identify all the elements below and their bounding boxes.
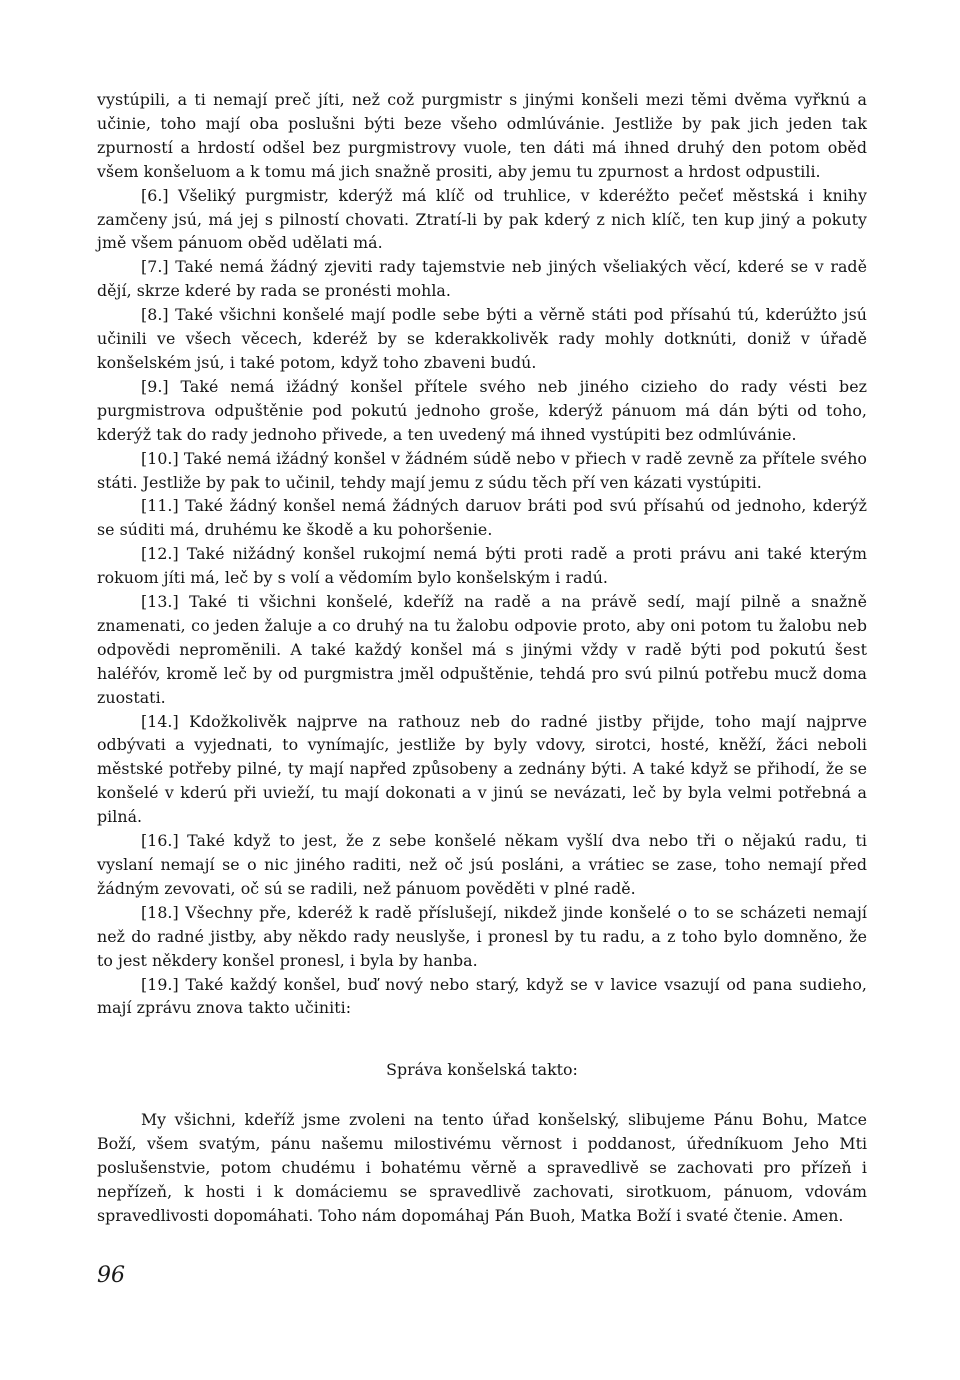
document-page: [97, 88, 867, 1228]
paragraph-article-18: [18.] Všechny pře, kderéž k radě příslušejí, nikdež jinde konšelé o to se scházeti nemají než do radné jistby, aby někdo rady neuslyše, i pronesl by tu radu, a z toho bylo domněno, že to jest někdery konšel pronesl, i byla by hanba.: [97, 902, 867, 970]
section-heading: Správa konšelská takto:: [386, 1060, 578, 1080]
paragraph-article-16: [16.] Také když to jest, že z sebe konšelé někam vyšlí dva nebo tři o nějakú radu, ti vyslaní nemají se o nic jiného raditi, než oč jsú posláni, a vrátiec se zase, toho nemají před žádným zevovati, oč sú se radili, než pánuom pověděti v plné radě.: [97, 831, 867, 898]
paragraph-article-12: [12.] Také nižádný konšel rukojmí nemá býti proti radě a proti právu ani také kterým rokuom jíti má, leč by s volí a vědomím bylo konšelským i radú.: [97, 544, 867, 588]
oath-paragraph: My všichni, kdeříž jsme zvoleni na tento úřad konšelský, slibujeme Pánu Bohu, Matce Boží, všem svatým, pánu našemu milostivému věrnost i poddanost, úředníkuom Jeho Mti poslušenstvie, potom chudému i bohatému věrně a spravedlivě se zachovati pro přízeň i nepřízeň, k hosti i k domáciemu se spravedlivě zachovati, sirotkuom, pánuom, vdovám spravedlivosti dopomáhati. Toho nám dopomáhaj Pán Buoh, Matka Boží i svaté čtenie. Amen.: [97, 1110, 867, 1225]
paragraph-article-7: [7.] Také nemá žádný zjeviti rady tajemstvie neb jiných všeliakých věcí, kderé se v radě dějí, skrze kderé by rada se pronésti mohla.: [97, 257, 867, 301]
paragraph-article-10: [10.] Také nemá ižádný konšel v žádném súdě nebo v přiech v radě zevně za přítele svého státi. Jestliže by pak to učinil, tehdy mají jemu z súdu těch pří ven kázati vystúpiti.: [97, 448, 867, 492]
paragraph-article-14: [14.] Kdožkolivěk najprve na rathouz neb do radné jistby přijde, toho mají najprve odbývati a vyjednati, to vynímajíc, jestliže by byly vdovy, sirotci, hosté, kněží, žáci neboli městské potřeby pilné, ty mají napřed způsobeny a zednány býti. A také když se přihodí, že se konšelé v kderú při uvieží, tu mají dokonati a v jinú se nevázati, leč by byla velmi potřebná a pilná.: [97, 711, 867, 827]
paragraph-article-19: [19.] Také každý konšel, buď nový nebo starý, když se v lavice vsazují od pana sudieho, mají zprávu znova takto učiniti:: [97, 974, 867, 1018]
paragraph-article-9: [9.] Také nemá ižádný konšel přítele svého neb jiného cizieho do rady vésti bez purgmistrova odpuštěnie pod pokutú jednoho groše, kderýž pánuom má dán býti od toho, kderýž tak do rady jednoho přivede, a ten uvedený má ihned vystúpiti bez odmlúvánie.: [97, 376, 867, 444]
page-number: 96: [97, 1263, 125, 1288]
document-body: [97, 88, 867, 1020]
paragraph-article-6: [6.] Všeliký purgmistr, kderýž má klíč od truhlice, v kderéžto pečeť městská i knihy zamčeny jsú, má jej s pilností chovati. Ztratí-li by pak kderý z nich klíč, ten kup jiný a pokuty jmě všem pánuom oběd udělati má.: [97, 185, 867, 253]
paragraph-article-13: [13.] Také ti všichni konšelé, kdeříž na radě a na právě sedí, mají pilně a snažně znamenati, co jeden žaluje a co druhý na tu žalobu odpovie proto, aby oni potom tu žalobu neb odpovědi nepromĕnili. A také každý konšel má s jinými vždy v radě býti pod pokutú šest haléřóv, kromě leč by od purgmistra jměl odpuštěnie, tehdá pro svú pilnú potřebu mucž doma zuostati.: [97, 592, 867, 707]
paragraph-continuation: vystúpili, a ti nemají preč jíti, než což purgmistr s jinými konšeli mezi těmi dvěma vyřknú a učinie, toho mají oba poslušni býti beze všeho odmlúvánie. Jestliže by pak jich jeden tak zpurností a hrdostí odšel bez purgmistrovy vuole, ten dáti má ihned druhý den potom oběd všem konšeluom a k tomu má jich snažně prositi, aby jemu tu zpurnost a hrdost odpustili.: [97, 90, 867, 181]
paragraph-article-11: [11.] Také žádný konšel nemá žádných daruov bráti pod svú přísahú od jednoho, kderýž se súditi má, druhému ke škodě a ku pohoršenie.: [97, 496, 867, 540]
paragraph-article-8: [8.] Také všichni konšelé mají podle sebe býti a věrně státi pod přísahú tú, kderúžto jsú učinili ve všech věcech, kderéž by se kderakkolivěk rady mohly dotknúti, doniž v úřadě konšelském jsú, i také potom, když toho zbaveni budú.: [97, 305, 867, 372]
